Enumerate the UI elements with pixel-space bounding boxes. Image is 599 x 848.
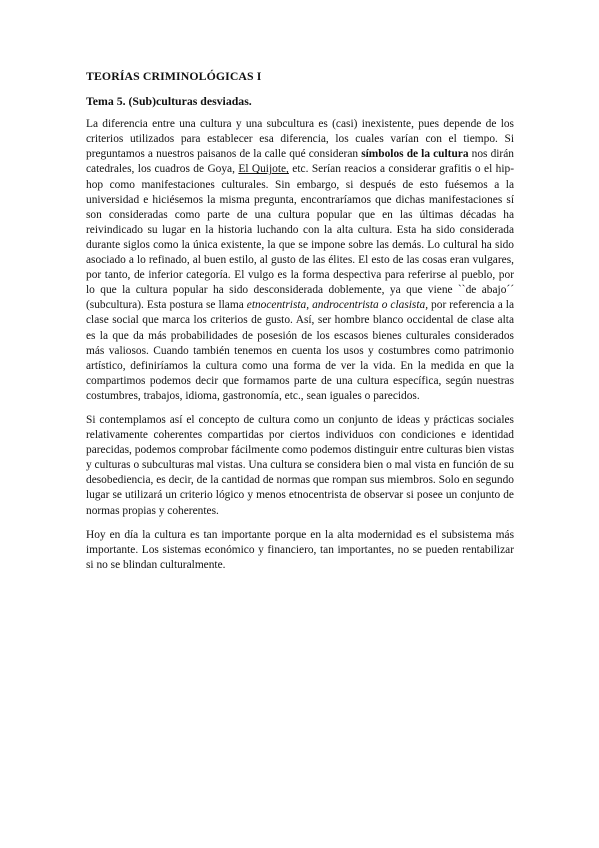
paragraph-1-underlined-title: El Quijote, [238, 163, 289, 176]
paragraph-3: Hoy en día la cultura es tan importante porque en la alta modernidad es el subsistema más importante. Los sistemas económico y financiero, tan importantes, no se pueden rentabilizar si no se blindan culturalmente. [86, 528, 514, 571]
paragraph-1-text-a: La diferencia entre una cultura y una subcultura es (casi) inexistente, pues depende de los criterios utilizados para establecer esa diferencia, los cuales varían con el tiempo. Si preguntamos a nuestros paisanos de la calle qué consideran [86, 118, 514, 161]
paragraph-2: Si contemplamos así el concepto de cultura como un conjunto de ideas y prácticas sociales relativamente coherentes compartidas por ciertos individuos con condiciones e identidad parecidas, podemos comprobar fácilmente como podemos distinguir entre culturas bien vistas y culturas o subculturas mal vistas. Una cultura se considera bien o mal vista en función de su desobediencia, es decir, de la cantidad de normas que rompan sus miembros. Solo en segundo lugar se utilizará un criterio lógico y menos etnocentrista de observar si posee un conjunto de normas propias y coherentes. [86, 413, 514, 517]
paragraph-1-text-d: por referencia a la clase social que marca los criterios de gusto. Así, ser hombre blanco occidental de clase alta es la que da más probabilidades de posesión de los escasos bienes culturales considerados más valiosos. Cuando también tenemos en cuenta los usos y costumbres como patrimonio artístico, definiríamos la cultura como una forma de ver la vida. En la medida en que la compartimos podemos decir que formamos parte de una cultura específica, según nuestras costumbres, trabajos, idioma, gastronomía, etc., sean iguales o parecidos. [86, 299, 514, 402]
paragraph-1-text-c: etc. Serían reacios a considerar grafitis o el hip-hop como manifestaciones culturales. Sin embargo, si después de esto fuésemos a la universidad e hiciésemos la misma pregunta, encontraríamos que dichas manifestaciones sí son consideradas como parte de una cultura popular que en las últimas décadas ha reivindicado su lugar en la historia luchando con la alta cultura. Esta ha sido considerada durante siglos como la única existente, la que se impone sobre las demás. Lo cultural ha sido asociado a lo refinado, al buen estilo, al gusto de las élites. El esto de las cosas eran vulgares, por tanto, de inferior categoría. El vulgo es la forma despectiva para referirse al pueblo, por lo que la cultura popular ha sido desconsiderada doblemente, ya que viene ``de abajo´´ (subcultura). Esta postura se llama [86, 163, 514, 312]
paragraph-1 [86, 117, 514, 404]
document-subtitle: Tema 5. (Sub)culturas desviadas. [86, 94, 252, 109]
paragraph-1-text-b: nos dirán catedrales, los cuadros de Goya, [86, 148, 514, 176]
document-body [86, 69, 514, 582]
paragraph-1-bold-term: símbolos de la cultura [361, 148, 469, 161]
paragraph-1-italic-term: etnocentrista, androcentrista o clasista, [246, 299, 429, 312]
document-title: TEORÍAS CRIMINOLÓGICAS I [86, 69, 262, 83]
